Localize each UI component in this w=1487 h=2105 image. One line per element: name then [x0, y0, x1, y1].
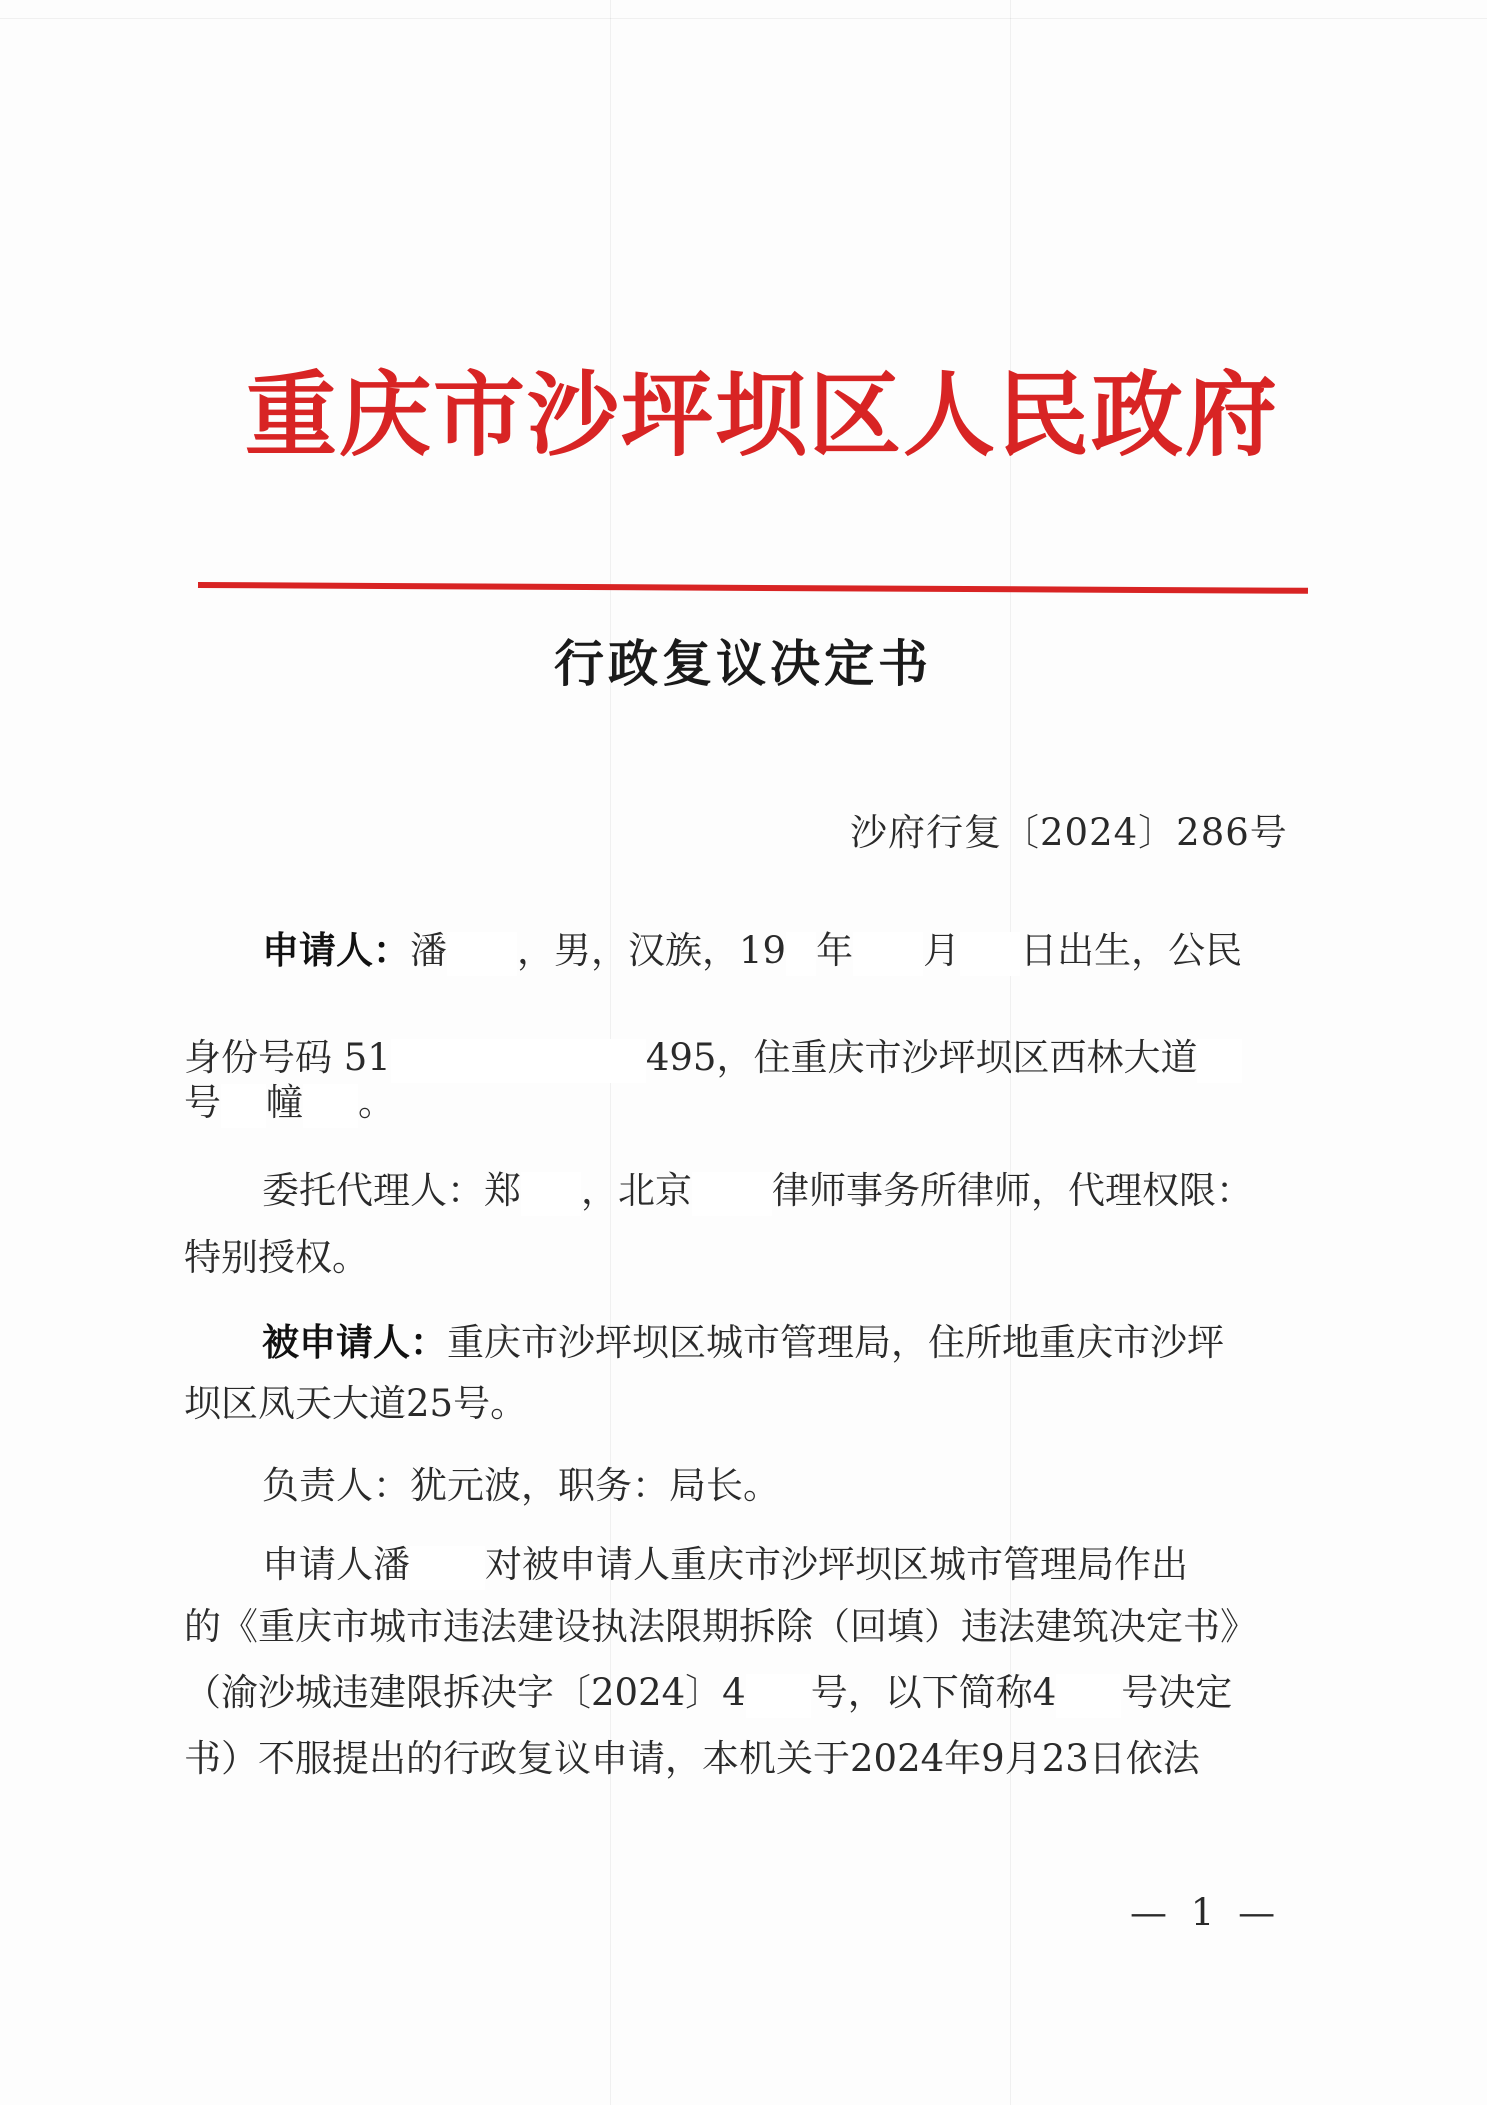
applicant-line-3: 号 幢 。: [184, 1078, 395, 1128]
redaction: [221, 1084, 266, 1128]
redaction: [960, 932, 1020, 976]
respondent-line-1: 被申请人：重庆市沙坪坝区城市管理局，住所地重庆市沙坪: [262, 1320, 1224, 1364]
body-line-2: 的《重庆市城市违法建设执法限期拆除（回填）违法建筑决定书》: [184, 1605, 1257, 1648]
applicant-line-2: 身份号码 51 495，住重庆市沙坪坝区西林大道: [184, 1033, 1242, 1083]
agent-line-1: 委托代理人：郑 ，北京 律师事务所律师，代理权限：: [262, 1166, 1253, 1216]
applicant-label: 申请人：: [262, 928, 410, 972]
redaction: [1197, 1039, 1242, 1083]
redaction: [303, 1084, 358, 1128]
document-number: 沙府行复〔2024〕286号: [850, 811, 1288, 854]
agent-line-2: 特别授权。: [184, 1236, 369, 1279]
document-title: 行政复议决定书: [554, 634, 932, 693]
scan-artifact: [0, 18, 1487, 19]
redaction: [410, 1546, 485, 1590]
redaction: [521, 1172, 581, 1216]
page-number: — 1 —: [1130, 1891, 1282, 1934]
respondent-label: 被申请人：: [262, 1320, 447, 1364]
body-line-3: （渝沙城违建限拆决字〔2024〕4 号，以下简称4 号决定: [184, 1668, 1232, 1718]
body-line-4: 书）不服提出的行政复议申请，本机关于2024年9月23日依法: [184, 1737, 1200, 1780]
redaction: [1056, 1674, 1121, 1718]
masthead: 重庆市沙坪坝区人民政府: [245, 361, 1280, 469]
applicant-line-1: 申请人：潘 ，男，汉族，19 年 月 日出生，公民: [262, 925, 1242, 976]
red-divider: [198, 582, 1308, 594]
principal-line: 负责人：犹元波，职务：局长。: [262, 1464, 780, 1507]
redaction: [447, 932, 517, 976]
respondent-line-2: 坝区凤天大道25号。: [184, 1382, 528, 1425]
redaction: [692, 1172, 772, 1216]
redaction: [786, 932, 816, 976]
redaction: [391, 1039, 646, 1083]
body-line-1: 申请人潘 对被申请人重庆市沙坪坝区城市管理局作出: [262, 1540, 1188, 1590]
redaction: [853, 932, 923, 976]
redaction: [746, 1674, 811, 1718]
